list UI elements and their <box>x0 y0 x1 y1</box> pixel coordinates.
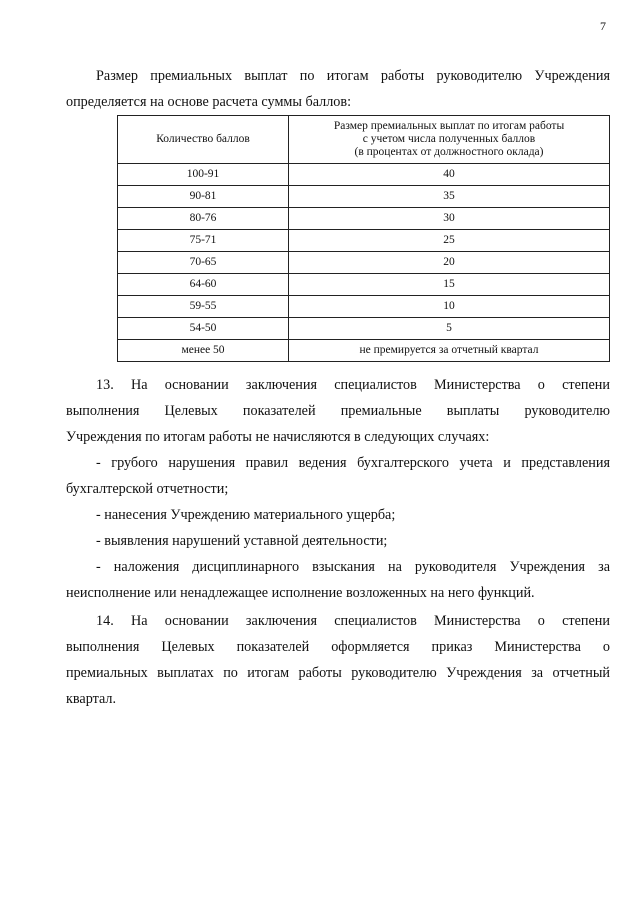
payment-value: 40 <box>289 164 610 186</box>
score-range: 54-50 <box>118 318 289 340</box>
header-score-count: Количество баллов <box>118 116 289 164</box>
header-payment-line-3: (в процентах от должностного оклада) <box>354 146 544 158</box>
section-14 <box>66 608 610 712</box>
payment-value: не премируется за отчетный квартал <box>289 340 610 362</box>
score-range: 80-76 <box>118 208 289 230</box>
score-range: 59-55 <box>118 296 289 318</box>
section-14-line-1: 14. На основании заключения специалистов Министерства о степени <box>96 613 610 629</box>
intro-line-1: Размер премиальных выплат по итогам работы руководителю Учреждения <box>96 68 610 84</box>
payment-value: 35 <box>289 186 610 208</box>
table-row <box>118 208 610 230</box>
score-range: 75-71 <box>118 230 289 252</box>
header-payment-size <box>289 116 610 164</box>
section-13-line-2: выполнения Целевых показателей премиальные выплаты руководителю <box>66 403 610 419</box>
section-14-line-3: премиальных выплатах по итогам работы руководителю Учреждения за отчетный <box>66 665 610 681</box>
section-13-line-3: Учреждения по итогам работы не начисляются в следующих случаях: <box>66 429 490 445</box>
payment-value: 20 <box>289 252 610 274</box>
score-range: 70-65 <box>118 252 289 274</box>
payment-value: 25 <box>289 230 610 252</box>
table-header-row <box>118 116 610 164</box>
table-row <box>118 186 610 208</box>
payment-value: 15 <box>289 274 610 296</box>
payment-value: 30 <box>289 208 610 230</box>
table-row <box>118 274 610 296</box>
intro-paragraph <box>66 63 610 115</box>
payment-value: 5 <box>289 318 610 340</box>
bullet-2: - нанесения Учреждению материального ущерба; <box>96 507 396 523</box>
bullet-4-line-2: неисполнение или ненадлежащее исполнение возложенных на него функций. <box>66 585 535 601</box>
section-14-line-4: квартал. <box>66 691 117 707</box>
bullet-4-line-1: - наложения дисциплинарного взыскания на руководителя Учреждения за <box>96 559 610 575</box>
section-14-line-2: выполнения Целевых показателей оформляется приказ Министерства о <box>66 639 610 655</box>
bullet-1-line-1: - грубого нарушения правил ведения бухгалтерского учета и представления <box>96 455 610 471</box>
score-range: 64-60 <box>118 274 289 296</box>
table-row <box>118 252 610 274</box>
bullet-3: - выявления нарушений уставной деятельности; <box>96 533 388 549</box>
table-row <box>118 340 610 362</box>
score-range: 100-91 <box>118 164 289 186</box>
table-row <box>118 296 610 318</box>
table-row <box>118 230 610 252</box>
intro-line-2: определяется на основе расчета суммы баллов: <box>66 94 352 110</box>
score-range: менее 50 <box>118 340 289 362</box>
table-row <box>118 164 610 186</box>
payment-value: 10 <box>289 296 610 318</box>
header-payment-line-1: Размер премиальных выплат по итогам работы <box>333 120 565 132</box>
bullet-1-line-2: бухгалтерской отчетности; <box>66 481 229 497</box>
header-payment-line-2: с учетом числа полученных баллов <box>362 133 536 145</box>
section-13 <box>66 372 610 606</box>
table-row <box>118 318 610 340</box>
score-range: 90-81 <box>118 186 289 208</box>
score-table <box>117 115 610 362</box>
section-13-line-1: 13. На основании заключения специалистов Министерства о степени <box>96 377 610 393</box>
page-number: 7 <box>600 19 606 33</box>
